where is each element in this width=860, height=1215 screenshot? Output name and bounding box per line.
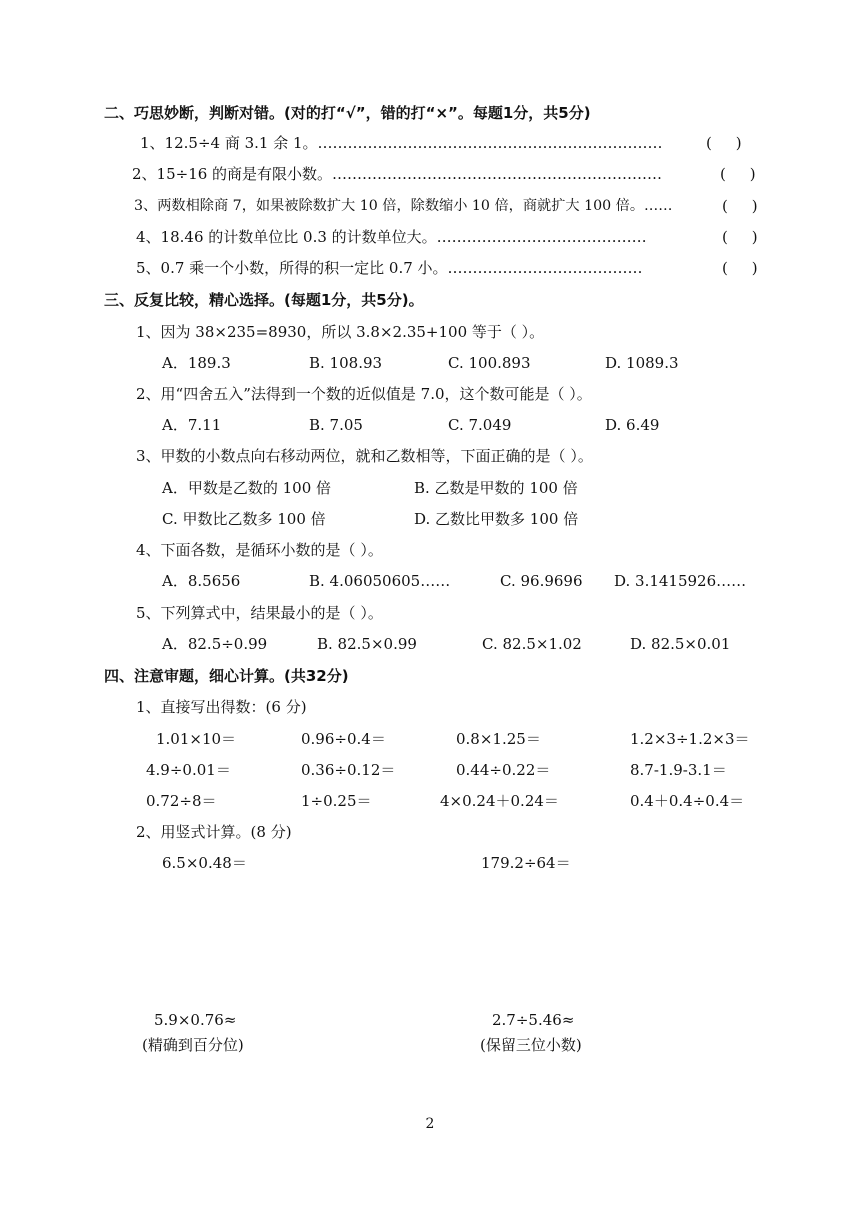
- oral-calc-r1c4: 1.2×3÷1.2×3＝: [630, 730, 750, 748]
- section-2-heading: 二、巧思妙断，判断对错。(对的打“√”，错的打“×”。每题1分，共5分): [104, 104, 591, 122]
- vertical-calc-4: 2.7÷5.46≈: [492, 1011, 575, 1029]
- option-2b[interactable]: B. 7.05: [309, 416, 363, 434]
- oral-calc-r3c4: 0.4＋0.4÷0.4＝: [630, 792, 745, 810]
- option-3c[interactable]: C. 甲数比乙数多 100 倍: [162, 510, 326, 528]
- section-3-heading: 三、反复比较，精心选择。(每题1分，共5分)。: [104, 291, 424, 309]
- vertical-calc-title: 2、用竖式计算。(8 分): [136, 823, 292, 841]
- option-3a[interactable]: A．甲数是乙数的 100 倍: [162, 479, 331, 497]
- vertical-calc-3: 5.9×0.76≈: [154, 1011, 237, 1029]
- option-1b[interactable]: B. 108.93: [309, 354, 383, 372]
- choice-question-1: 1、因为 38×235=8930，所以 3.8×2.35+100 等于（ ）。: [136, 323, 545, 341]
- vertical-calc-1: 6.5×0.48＝: [162, 854, 247, 872]
- oral-calc-r3c3: 4×0.24＋0.24＝: [440, 792, 559, 810]
- oral-calc-r3c1: 0.72÷8＝: [146, 792, 217, 810]
- oral-calc-title: 1、直接写出得数：(6 分): [136, 698, 307, 716]
- judge-item-4: 4、18.46 的计数单位比 0.3 的计数单位大。……………………………………: [136, 228, 647, 246]
- oral-calc-r1c1: 1.01×10＝: [156, 730, 237, 748]
- option-2d[interactable]: D. 6.49: [605, 416, 660, 434]
- option-5a[interactable]: A．82.5÷0.99: [162, 635, 268, 653]
- option-2a[interactable]: A．7.11: [162, 416, 222, 434]
- rounding-note-2: (保留三位小数): [480, 1036, 582, 1054]
- choice-question-4: 4、下面各数，是循环小数的是（ ）。: [136, 541, 383, 559]
- option-1c[interactable]: C. 100.893: [448, 354, 531, 372]
- answer-paren-4[interactable]: ( ): [722, 228, 758, 246]
- answer-paren-5[interactable]: ( ): [722, 259, 758, 277]
- judge-item-3: 3、两数相除商 7，如果被除数扩大 10 倍，除数缩小 10 倍，商就扩大 100 倍。……: [134, 198, 673, 214]
- answer-paren-3[interactable]: ( ): [722, 197, 758, 215]
- option-3b[interactable]: B. 乙数是甲数的 100 倍: [414, 479, 578, 497]
- oral-calc-r3c2: 1÷0.25＝: [301, 792, 372, 810]
- oral-calc-r2c3: 0.44÷0.22＝: [456, 761, 551, 779]
- answer-paren-2[interactable]: ( ): [720, 165, 756, 183]
- oral-calc-r2c1: 4.9÷0.01＝: [146, 761, 231, 779]
- option-4c[interactable]: C. 96.9696: [500, 572, 583, 590]
- judge-item-2: 2、15÷16 的商是有限小数。…………………………………………………………: [132, 165, 663, 183]
- option-1a[interactable]: A．189.3: [162, 354, 231, 372]
- rounding-note-1: (精确到百分位): [142, 1036, 244, 1054]
- oral-calc-r2c4: 8.7-1.9-3.1＝: [630, 761, 727, 779]
- option-4d[interactable]: D. 3.1415926……: [614, 572, 747, 590]
- choice-question-2: 2、用“四舍五入”法得到一个数的近似值是 7.0，这个数可能是（ ）。: [136, 385, 592, 403]
- option-5b[interactable]: B. 82.5×0.99: [317, 635, 417, 653]
- oral-calc-r1c3: 0.8×1.25＝: [456, 730, 541, 748]
- judge-item-1: 1、12.5÷4 商 3.1 余 1。……………………………………………………………: [140, 134, 663, 152]
- oral-calc-r1c2: 0.96÷0.4＝: [301, 730, 386, 748]
- page-number: 2: [425, 1116, 435, 1132]
- choice-question-3: 3、甲数的小数点向右移动两位，就和乙数相等，下面正确的是（ ）。: [136, 447, 593, 465]
- vertical-calc-2: 179.2÷64＝: [481, 854, 571, 872]
- option-5c[interactable]: C. 82.5×1.02: [482, 635, 582, 653]
- oral-calc-r2c2: 0.36÷0.12＝: [301, 761, 396, 779]
- option-5d[interactable]: D. 82.5×0.01: [630, 635, 731, 653]
- judge-item-5: 5、0.7 乘一个小数，所得的积一定比 0.7 小。…………………………………: [136, 259, 643, 277]
- option-4a[interactable]: A．8.5656: [162, 572, 241, 590]
- choice-question-5: 5、下列算式中，结果最小的是（ ）。: [136, 604, 383, 622]
- answer-paren-1[interactable]: ( ): [706, 134, 742, 152]
- option-2c[interactable]: C. 7.049: [448, 416, 512, 434]
- section-4-heading: 四、注意审题，细心计算。(共32分): [104, 667, 349, 685]
- option-4b[interactable]: B. 4.06050605……: [309, 572, 451, 590]
- option-3d[interactable]: D. 乙数比甲数多 100 倍: [414, 510, 579, 528]
- option-1d[interactable]: D. 1089.3: [605, 354, 679, 372]
